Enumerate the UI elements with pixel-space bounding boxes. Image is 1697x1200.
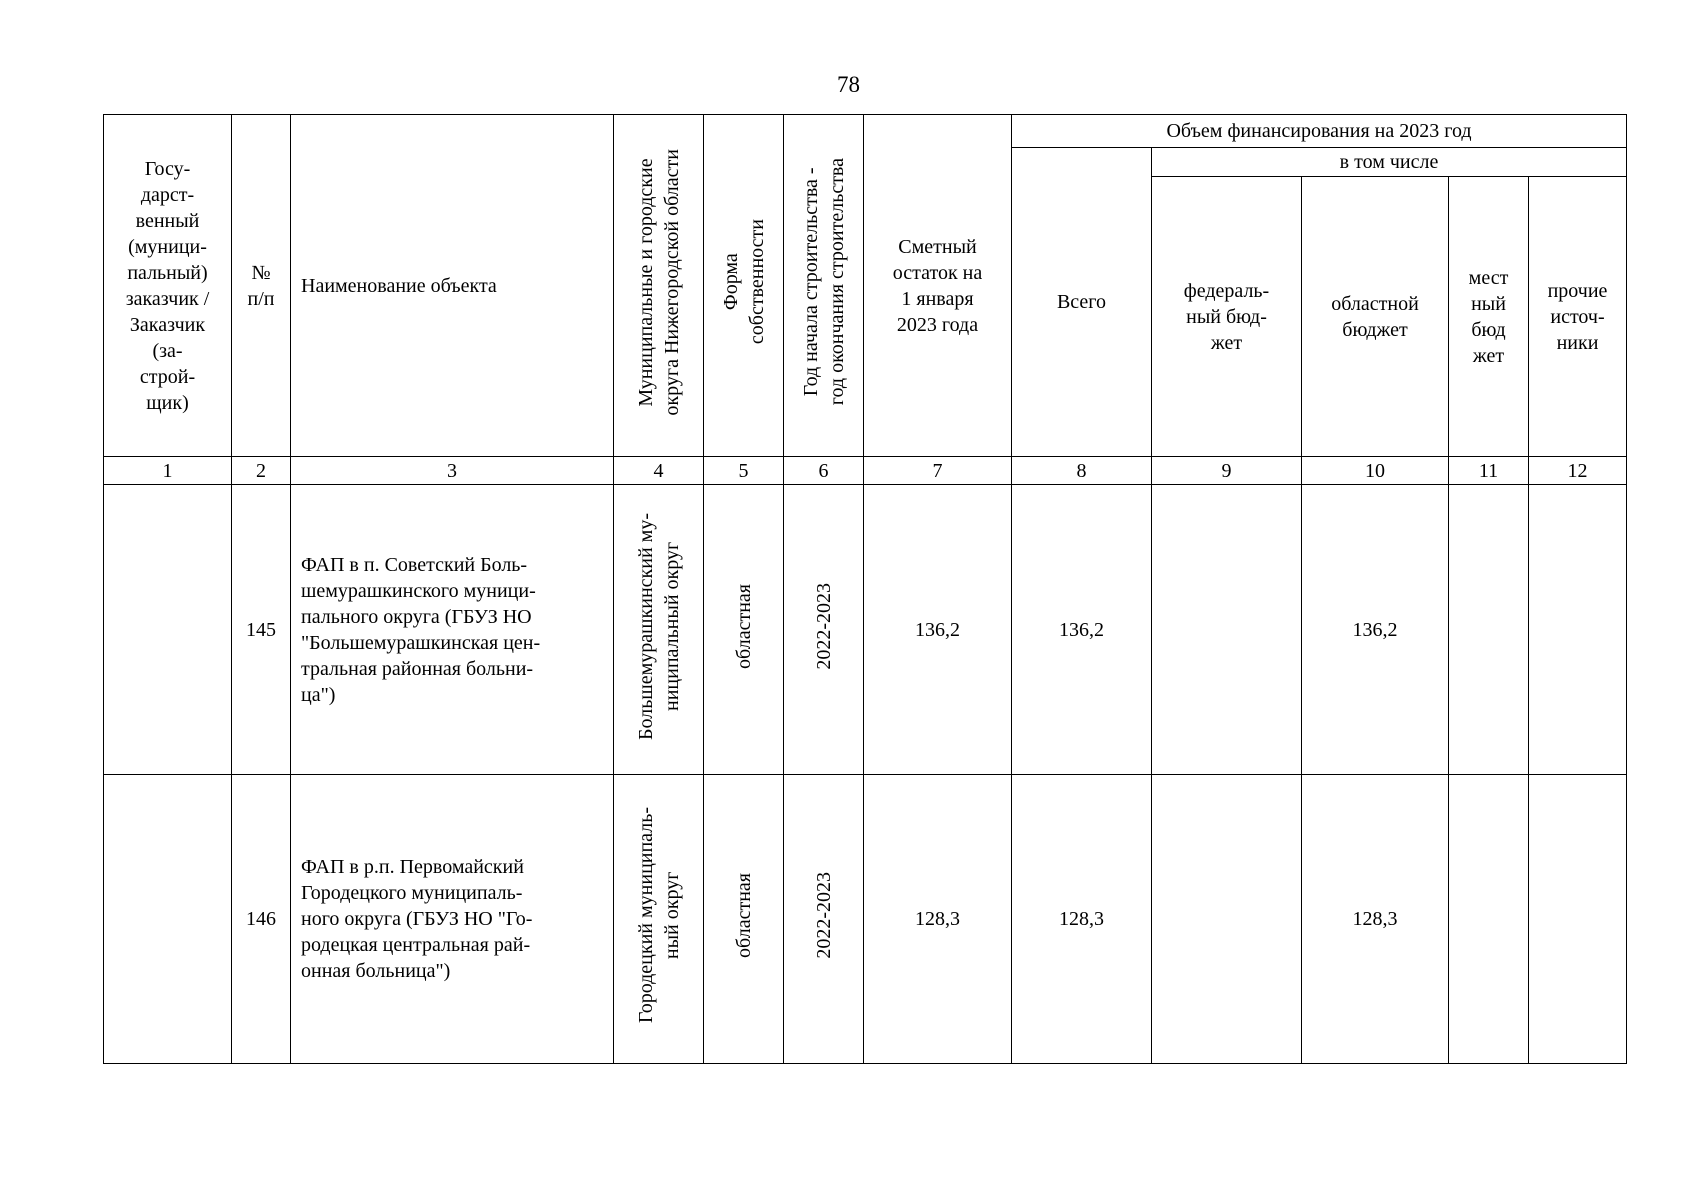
header-municipal-district-text: Муниципальные и городские округа Нижегородской области	[634, 148, 683, 416]
header-federal-budget: федераль- ный бюд- жет	[1152, 177, 1302, 457]
column-number: 6	[784, 457, 864, 485]
column-number: 2	[232, 457, 291, 485]
column-number: 4	[614, 457, 704, 485]
page-number: 78	[837, 72, 860, 97]
header-row-1	[104, 115, 1627, 148]
row-regional: 136,2	[1302, 485, 1449, 775]
header-number: № п/п	[232, 115, 291, 457]
row-federal	[1152, 485, 1302, 775]
row-total: 128,3	[1012, 775, 1152, 1064]
header-object-name: Наименование объекта	[291, 115, 614, 457]
row-other	[1529, 775, 1627, 1064]
row-ownership	[704, 485, 784, 775]
row-ownership	[704, 775, 784, 1064]
header-other-sources: прочие источ- ники	[1529, 177, 1627, 457]
row-regional: 128,3	[1302, 775, 1449, 1064]
header-regional-budget: областной бюджет	[1302, 177, 1449, 457]
header-estimated-balance: Сметный остаток на 1 января 2023 года	[864, 115, 1012, 457]
row-district-text: Большемурашкинский му- ниципальный округ	[634, 512, 683, 740]
header-total: Всего	[1012, 148, 1152, 457]
row-years-text: 2022-2023	[812, 872, 835, 959]
column-number: 8	[1012, 457, 1152, 485]
column-number: 1	[104, 457, 232, 485]
row-district-text: Городецкий муниципаль- ный округ	[634, 807, 683, 1024]
row-years-text: 2022-2023	[812, 582, 835, 670]
column-number: 11	[1449, 457, 1529, 485]
row-customer	[104, 485, 232, 775]
table-row	[104, 485, 1627, 775]
column-numbers-row	[104, 457, 1627, 485]
row-years	[784, 485, 864, 775]
header-customer: Госу- дарст- венный (муници- пальный) заказчик / Заказчик (за- строй- щик)	[104, 115, 232, 457]
header-ownership-form-text: Форма собственности	[719, 219, 768, 345]
row-other	[1529, 485, 1627, 775]
row-customer	[104, 775, 232, 1064]
header-construction-years-text: Год начала строительства - год окончания строительства	[799, 158, 848, 406]
column-number: 12	[1529, 457, 1627, 485]
row-number: 145	[232, 485, 291, 775]
row-ownership-text: областная	[732, 873, 755, 958]
header-local-budget: мест ный бюд жет	[1449, 177, 1529, 457]
column-number: 7	[864, 457, 1012, 485]
column-number: 10	[1302, 457, 1449, 485]
row-local	[1449, 485, 1529, 775]
row-total: 136,2	[1012, 485, 1152, 775]
header-ownership-form	[704, 115, 784, 457]
row-number: 146	[232, 775, 291, 1064]
row-ownership-text: областная	[732, 583, 755, 669]
column-number: 9	[1152, 457, 1302, 485]
row-estimated-balance: 128,3	[864, 775, 1012, 1064]
header-funding-volume: Объем финансирования на 2023 год	[1012, 115, 1627, 148]
row-district	[614, 775, 704, 1064]
header-municipal-district	[614, 115, 704, 457]
column-number: 3	[291, 457, 614, 485]
row-district	[614, 485, 704, 775]
row-federal	[1152, 775, 1302, 1064]
header-construction-years	[784, 115, 864, 457]
column-number: 5	[704, 457, 784, 485]
row-object-name: ФАП в п. Советский Боль- шемурашкинского муници- пального округа (ГБУЗ НО "Большемурашкинская цен- тральная районная больни- ца")	[291, 485, 614, 775]
row-object-name: ФАП в р.п. Первомайский Городецкого муниципаль- ного округа (ГБУЗ НО "Го- родецкая центральная рай- онная больница")	[291, 775, 614, 1064]
row-local	[1449, 775, 1529, 1064]
row-estimated-balance: 136,2	[864, 485, 1012, 775]
header-including: в том числе	[1152, 148, 1627, 177]
row-years	[784, 775, 864, 1064]
table-row	[104, 775, 1627, 1064]
financing-table	[103, 114, 1627, 1064]
